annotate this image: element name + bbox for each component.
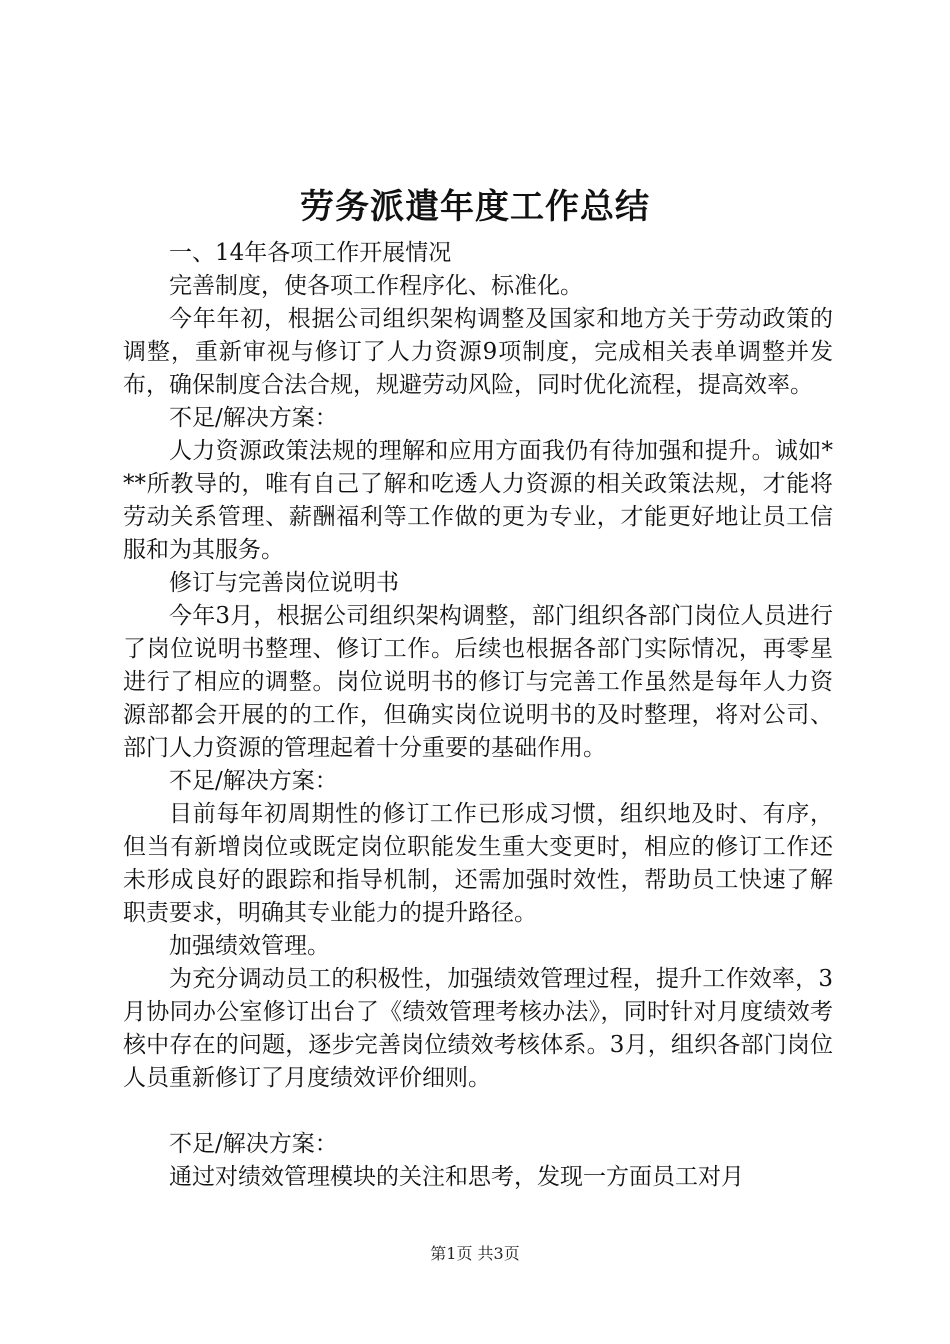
document-title: 劳务派遣年度工作总结: [300, 187, 650, 227]
section-heading: 一、14年各项工作开展情况: [169, 240, 452, 266]
body-paragraph: 今年3月，根据公司组织架构调整，部门组织各部门岗位人员进行了岗位说明书整理、修订工作。后续也根据各部门实际情况，再零星进行了相应的调整。岗位说明书的修订与完善工作虽然是每年人力资源部都会开展的的工作，但确实岗位说明书的及时整理，将对公司、部门人力资源的管理起着十分重要的基础作用。: [123, 603, 833, 761]
shortfall-heading: 不足/解决方案：: [169, 1131, 338, 1157]
item-heading: 修订与完善岗位说明书: [169, 570, 399, 596]
document-body: [123, 237, 833, 1194]
body-paragraph: 今年年初，根据公司组织架构调整及国家和地方关于劳动政策的调整，重新审视与修订了人力资源9项制度，完成相关表单调整并发布，确保制度合法合规，规避劳动风险，同时优化流程，提高效率。: [123, 306, 833, 398]
body-paragraph: 为充分调动员工的积极性，加强绩效管理过程，提升工作效率，3月协同办公室修订出台了《绩效管理考核办法》，同时针对月度绩效考核中存在的问题，逐步完善岗位绩效考核体系。3月，组织各部门岗位人员重新修订了月度绩效评价细则。: [123, 966, 833, 1091]
body-paragraph: 人力资源政策法规的理解和应用方面我仍有待加强和提升。诚如***所教导的，唯有自己了解和吃透人力资源的相关政策法规，才能将劳动关系管理、薪酬福利等工作做的更为专业，才能更好地让员工信服和为其服务。: [123, 438, 833, 563]
item-heading: 加强绩效管理。: [169, 933, 330, 959]
shortfall-heading: 不足/解决方案：: [169, 405, 338, 431]
body-paragraph: 目前每年初周期性的修订工作已形成习惯，组织地及时、有序，但当有新增岗位或既定岗位职能发生重大变更时，相应的修订工作还未形成良好的跟踪和指导机制，还需加强时效性，帮助员工快速了解职责要求，明确其专业能力的提升路径。: [123, 801, 833, 926]
body-paragraph: 通过对绩效管理模块的关注和思考，发现一方面员工对月: [169, 1164, 744, 1190]
item-heading: 完善制度，使各项工作程序化、标准化。: [169, 273, 583, 299]
page-number: 第1页 共3页: [430, 1244, 520, 1263]
shortfall-heading: 不足/解决方案：: [169, 768, 338, 794]
